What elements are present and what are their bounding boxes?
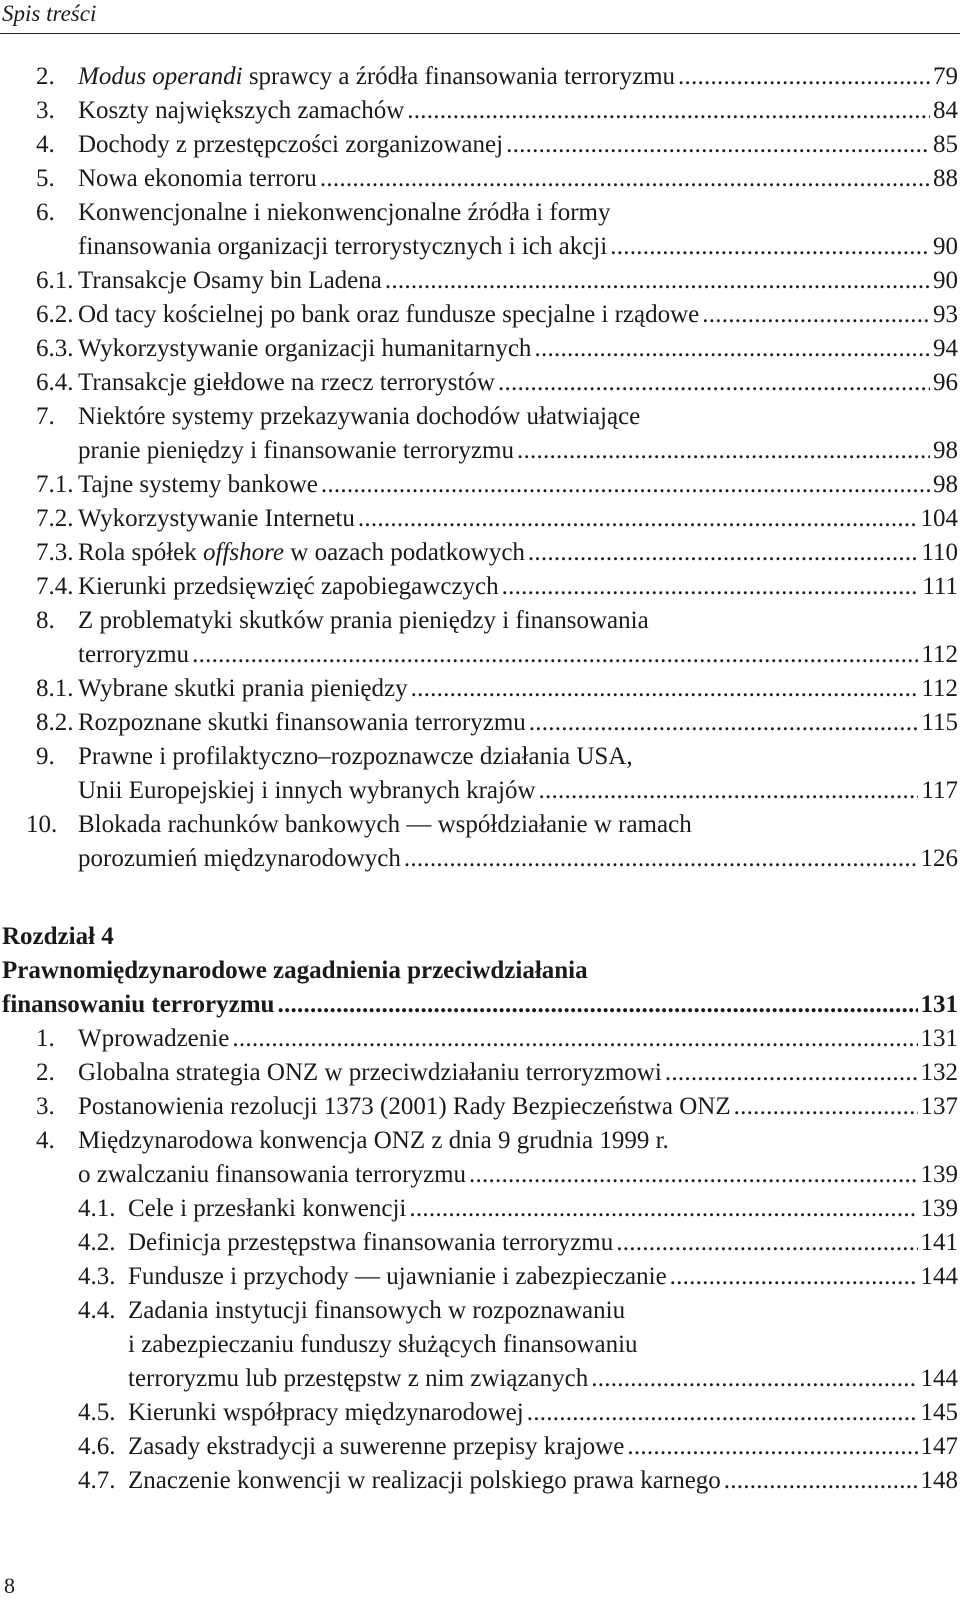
entry-line [78,604,958,638]
entry-line [78,842,958,876]
entry-page-number: 145 [920,1399,958,1426]
entry-title [78,1022,229,1056]
entry-title [78,264,382,298]
entry-number: 6. [36,199,55,226]
toc-entry [0,502,958,536]
entry-number: 5. [36,165,55,192]
entry-page-number: 141 [920,1229,958,1256]
entry-line [128,1396,958,1430]
toc-entry [0,1124,958,1158]
toc-entry [0,468,958,502]
dot-leader [192,638,918,672]
chapter-title-text: finansowaniu terroryzmu [2,991,275,1018]
entry-title [78,740,633,774]
toc-entry [0,706,958,740]
toc-entry [0,774,958,808]
entry-title-text: Transakcje giełdowe na rzecz terrorystów [78,369,495,396]
entry-title-text: Kierunki współpracy międzynarodowej [128,1399,524,1426]
dot-leader [517,434,930,468]
entry-title-text: Fundusze i przychody — ujawnianie i zabezpieczanie [128,1263,667,1290]
entry-title [128,1260,667,1294]
dot-leader [665,1056,918,1090]
dot-leader [409,1192,917,1226]
dot-leader [616,1226,917,1260]
entry-number: 4. [36,1127,55,1154]
dot-leader [591,1362,917,1396]
entry-title-text: Nowa ekonomia terroru [78,165,317,192]
entry-number: 6.4. [36,369,74,396]
dot-leader [404,842,918,876]
entry-line [78,60,958,94]
toc-entry [0,808,958,842]
entry-title-text: Wybrane skutki prania pieniędzy [78,675,408,702]
entry-number: 8.2. [36,709,74,736]
entry-title-text: Postanowienia rezolucji 1373 (2001) Rady Bezpieczeństwa ONZ [78,1093,731,1120]
entry-title-text: terroryzmu lub przestępstw z nim związanych [128,1365,589,1392]
entry-title [78,400,640,434]
entry-title [78,1090,731,1124]
dot-leader [539,774,919,808]
entry-page-number: 144 [920,1263,958,1290]
dot-leader [610,230,930,264]
entry-page-number: 79 [933,63,958,90]
entry-number: 6.2. [36,301,74,328]
entry-line [78,536,958,570]
entry-title-text: Blokada rachunków bankowych — współdziałanie w ramach [78,811,692,838]
entry-title-text: Rozpoznane skutki finansowania terroryzmu [78,709,526,736]
entry-page-number: 112 [921,675,958,702]
entry-title [78,502,355,536]
entry-page-number: 117 [921,777,958,804]
entry-page-number: 98 [933,437,958,464]
entry-number: 4.1. [78,1195,116,1222]
entry-line [78,1022,958,1056]
entry-line [78,332,958,366]
entry-title-text: Kierunki przedsięwzięć zapobiegawczych [78,573,499,600]
dot-leader [385,264,930,298]
dot-leader [670,1260,918,1294]
dot-leader [502,570,920,604]
entry-page-number: 94 [933,335,958,362]
entry-title-text: finansowania organizacji terrorystycznych i ich akcji [78,233,608,260]
dot-leader [528,536,919,570]
entry-page-number: 90 [933,267,958,294]
toc-entry [0,1090,958,1124]
entry-number: 4.3. [78,1263,116,1290]
entry-title-text: o zwalczaniu finansowania terroryzmu [78,1161,467,1188]
entry-number: 8. [36,607,55,634]
entry-page-number: 132 [920,1059,958,1086]
chapter-title-line-1: Prawnomiędzynarodowe zagadnienia przeciwdziałania [2,957,588,984]
entry-title [128,1362,588,1396]
entry-line [128,1430,958,1464]
entry-title-text: i zabezpieczaniu funduszy służących finansowaniu [128,1331,638,1358]
entry-page-number: 126 [920,845,958,872]
entry-page-number: 144 [920,1365,958,1392]
entry-number: 4.2. [78,1229,116,1256]
entry-number: 7.3. [36,539,74,566]
entry-line [78,366,958,400]
toc-entry [0,298,958,332]
entry-title-text: Prawne i profilaktyczno–rozpoznawcze działania USA, [78,743,633,770]
entry-line [78,1124,958,1158]
entry-title [78,570,499,604]
dot-leader [724,1464,918,1498]
toc-entry [0,1260,958,1294]
toc-entry [0,332,958,366]
dot-leader [734,1090,918,1124]
entry-title-text: Tajne systemy bankowe [78,471,318,498]
entry-title [78,60,675,94]
entry-title-text: sprawcy a źródła finansowania terroryzmu [242,63,676,90]
entry-title [78,638,189,672]
entry-title-text: Rola spółek [78,539,203,566]
entry-line [78,400,958,434]
entry-title [78,434,514,468]
entry-page-number: 111 [922,573,958,600]
entry-page-number: 110 [921,539,958,566]
entry-line [78,128,958,162]
entry-title [128,1226,613,1260]
entry-title [78,706,526,740]
toc-entry [0,638,958,672]
entry-page-number: 139 [920,1195,958,1222]
entry-page-number: 98 [933,471,958,498]
entry-title-text: Definicja przestępstwa finansowania terroryzmu [128,1229,614,1256]
entry-page-number: 112 [921,641,958,668]
entry-page-number: 90 [933,233,958,260]
dot-leader [678,60,930,94]
entry-line [78,468,958,502]
entry-title-text: Cele i przesłanki konwencji [128,1195,407,1222]
entry-title-text: Globalna strategia ONZ w przeciwdziałaniu terroryzmowi [78,1059,662,1086]
table-of-contents [0,60,958,1498]
chapter-page-number: 131 [920,991,958,1018]
entry-line [78,162,958,196]
toc-entry [0,60,958,94]
entry-line [78,570,958,604]
entry-number: 4.5. [78,1399,116,1426]
entry-title-text: Transakcje Osamy bin Ladena [78,267,382,294]
toc-section-chapter-4 [0,1022,958,1498]
toc-entry [0,400,958,434]
dot-leader [411,672,919,706]
dot-leader [232,1022,917,1056]
dot-leader [529,706,919,740]
entry-page-number: 96 [933,369,958,396]
entry-line [78,740,958,774]
entry-number: 7.1. [36,471,74,498]
entry-line [128,1362,958,1396]
dot-leader [358,502,918,536]
chapter-label: Rozdział 4 [2,923,114,950]
running-head: Spis treści [2,1,97,26]
dot-leader [527,1396,918,1430]
toc-entry [0,94,958,128]
toc-entry [0,570,958,604]
dot-leader [277,988,917,1022]
entry-line [128,1294,958,1328]
entry-line [78,1090,958,1124]
dot-leader [702,298,930,332]
entry-number: 3. [36,97,55,124]
entry-title [78,94,404,128]
entry-line [128,1328,958,1362]
toc-section-chapter-3 [0,60,958,876]
toc-entry [0,264,958,298]
entry-title [78,468,318,502]
entry-title [128,1328,638,1362]
entry-title [78,196,610,230]
entry-title-text: Zadania instytucji finansowych w rozpoznawaniu [128,1297,626,1324]
entry-title-text: Zasady ekstradycji a suwerenne przepisy krajowe [128,1433,625,1460]
entry-number: 4.6. [78,1433,116,1460]
toc-entry [0,604,958,638]
entry-number: 8.1. [36,675,74,702]
entry-title-text: Unii Europejskiej i innych wybranych krajów [78,777,536,804]
entry-title-text: Dochody z przestępczości zorganizowanej [78,131,504,158]
page-folio: 8 [4,1573,15,1598]
entry-title-text: terroryzmu [78,641,190,668]
entry-page-number: 84 [933,97,958,124]
entry-title [78,842,401,876]
entry-line [78,502,958,536]
entry-line [78,1158,958,1192]
entry-title-text: pranie pieniędzy i finansowanie terroryzmu [78,437,514,464]
entry-title-text: Z problematyki skutków prania pieniędzy i finansowania [78,607,649,634]
entry-title-text: porozumień międzynarodowych [78,845,401,872]
entry-title-text: Wprowadzenie [78,1025,230,1052]
entry-title [78,604,649,638]
entry-line [78,808,958,842]
toc-entry [0,366,958,400]
entry-title-text: Od tacy kościelnej po bank oraz fundusze specjalne i rządowe [78,301,700,328]
dot-leader [627,1430,917,1464]
entry-title-text: w oazach podatkowych [284,539,525,566]
entry-title [78,162,317,196]
toc-entry [0,1022,958,1056]
entry-title [78,298,699,332]
toc-entry [0,740,958,774]
entry-line [78,672,958,706]
toc-entry [0,1192,958,1226]
entry-number: 4. [36,131,55,158]
toc-entry [0,672,958,706]
toc-entry [0,1430,958,1464]
entry-number: 7. [36,403,55,430]
toc-entry [0,1464,958,1498]
toc-entry [0,1226,958,1260]
entry-title [78,366,495,400]
entry-title-italic: offshore [203,539,285,566]
toc-entry [0,434,958,468]
entry-line [128,1464,958,1498]
toc-entry [0,1362,958,1396]
dot-leader [321,468,930,502]
entry-number: 7.2. [36,505,74,532]
toc-entry [0,1294,958,1328]
entry-page-number: 148 [920,1467,958,1494]
entry-title-text: Konwencjonalne i niekonwencjonalne źródła i formy [78,199,611,226]
chapter-title-line-2 [0,988,958,1022]
entry-title [78,774,536,808]
entry-line [78,298,958,332]
entry-title [128,1464,721,1498]
entry-title-italic: Modus operandi [78,63,243,90]
entry-number: 2. [36,63,55,90]
entry-number: 1. [36,1025,55,1052]
entry-title-text: Koszty największych zamachów [78,97,405,124]
entry-page-number: 137 [920,1093,958,1120]
toc-entry [0,1396,958,1430]
entry-title [128,1294,625,1328]
entry-page-number: 104 [920,505,958,532]
entry-line [78,638,958,672]
entry-page-number: 115 [921,709,958,736]
dot-leader [498,366,930,400]
entry-line [78,196,958,230]
entry-number: 4.4. [78,1297,116,1324]
dot-leader [506,128,930,162]
entry-title-text: Wykorzystywanie organizacji humanitarnych [78,335,532,362]
toc-entry [0,230,958,264]
entry-line [128,1260,958,1294]
entry-line [128,1226,958,1260]
entry-page-number: 147 [920,1433,958,1460]
entry-line [78,706,958,740]
entry-title [78,536,525,570]
toc-entry [0,128,958,162]
entry-number: 7.4. [36,573,74,600]
entry-line [78,774,958,808]
entry-line [78,264,958,298]
entry-page-number: 93 [933,301,958,328]
entry-page-number: 131 [920,1025,958,1052]
entry-title [78,1158,466,1192]
entry-number: 6.3. [36,335,74,362]
entry-title [78,230,607,264]
entry-title-text: Znaczenie konwencji w realizacji polskiego prawa karnego [128,1467,721,1494]
entry-line [78,1056,958,1090]
entry-line [78,434,958,468]
toc-entry [0,1328,958,1362]
entry-title [78,1056,662,1090]
dot-leader [407,94,930,128]
entry-title [128,1430,624,1464]
entry-line [78,230,958,264]
entry-title [78,332,531,366]
entry-line [78,94,958,128]
dot-leader [469,1158,917,1192]
chapter-spacer [0,876,958,920]
entry-number: 9. [36,743,55,770]
entry-title [128,1192,406,1226]
toc-entry [0,842,958,876]
entry-title-text: Wykorzystywanie Internetu [78,505,355,532]
dot-leader [320,162,930,196]
entry-page-number: 139 [920,1161,958,1188]
toc-entry [0,196,958,230]
entry-page-number: 88 [933,165,958,192]
entry-number: 10. [26,811,58,838]
toc-entry [0,1056,958,1090]
entry-number: 4.7. [78,1467,116,1494]
entry-page-number: 85 [933,131,958,158]
entry-title-text: Międzynarodowa konwencja ONZ z dnia 9 grudnia 1999 r. [78,1127,669,1154]
toc-entry [0,1158,958,1192]
entry-number: 2. [36,1059,55,1086]
toc-entry [0,536,958,570]
entry-line [128,1192,958,1226]
toc-entry [0,162,958,196]
entry-title [78,672,408,706]
entry-title [78,808,692,842]
header-rule [0,33,960,34]
entry-title [128,1396,524,1430]
entry-number: 3. [36,1093,55,1120]
entry-number: 6.1. [36,267,74,294]
dot-leader [534,332,930,366]
entry-title [78,128,503,162]
entry-title [78,1124,669,1158]
entry-title-text: Niektóre systemy przekazywania dochodów ułatwiające [78,403,641,430]
